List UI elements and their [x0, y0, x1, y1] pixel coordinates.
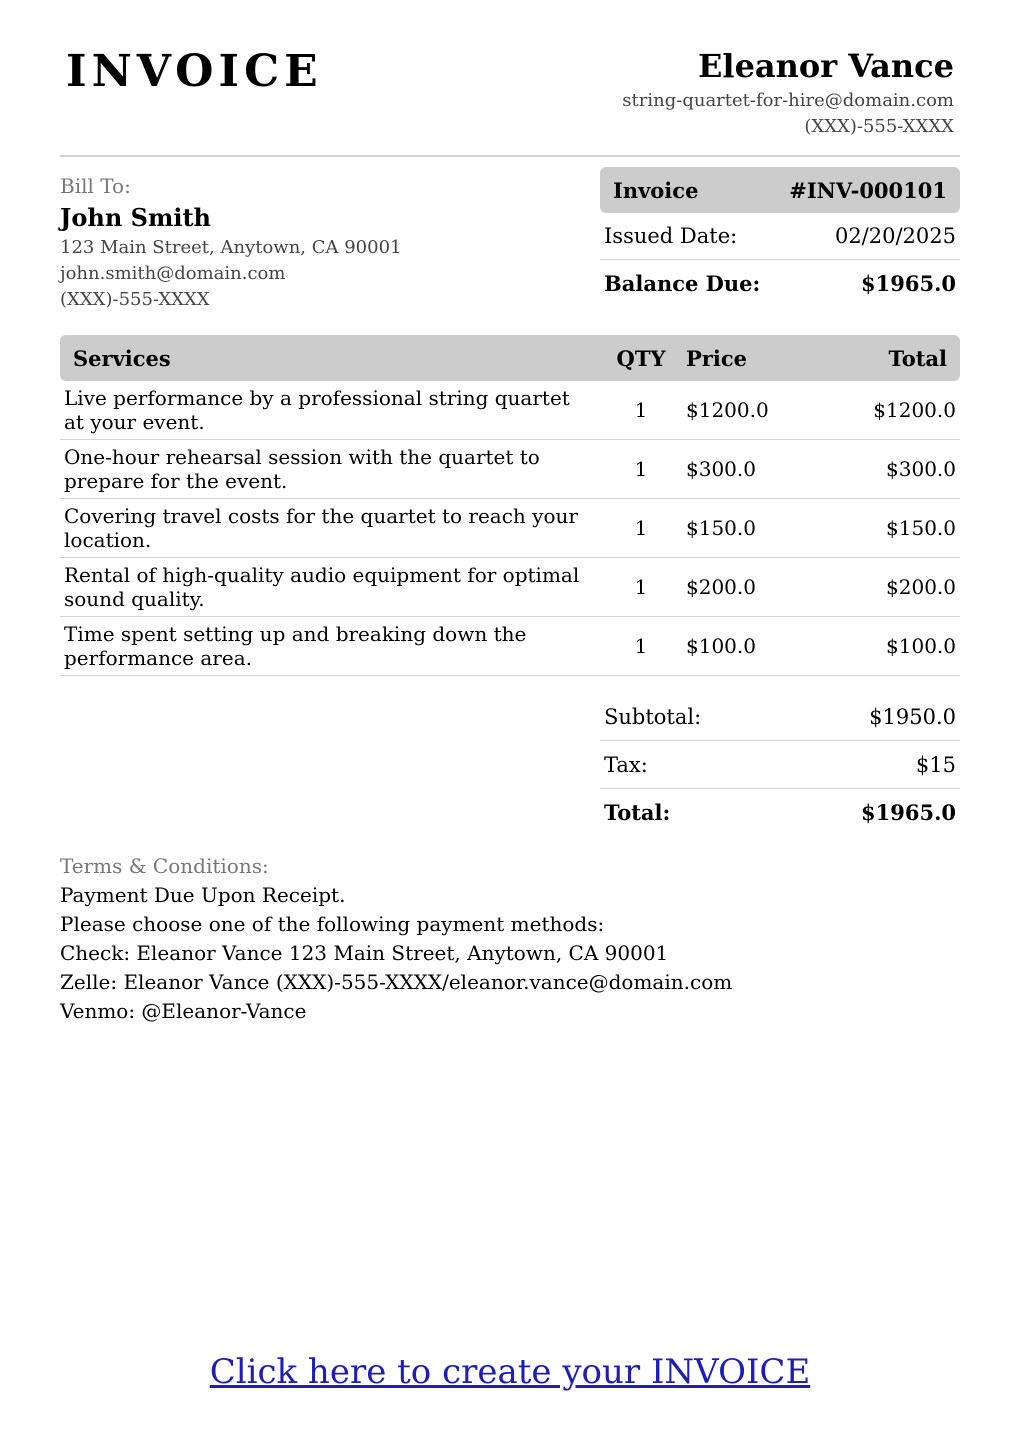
- table-row: [60, 499, 960, 558]
- table-row: [60, 440, 960, 499]
- terms-line: Please choose one of the following payment methods:: [60, 912, 605, 936]
- service-description: Rental of high-quality audio equipment for optimal sound quality.: [60, 558, 604, 617]
- sender-phone: (XXX)-555-XXXX: [804, 116, 954, 137]
- sender-email: string-quartet-for-hire@domain.com: [622, 90, 954, 111]
- service-qty: 1: [604, 381, 678, 440]
- terms-line: Venmo: @Eleanor-Vance: [60, 999, 307, 1023]
- service-price: $200.0: [678, 558, 798, 617]
- terms-block: [60, 851, 732, 1026]
- service-qty: 1: [604, 499, 678, 558]
- service-total: $1200.0: [798, 381, 960, 440]
- issued-date-label: Issued Date:: [604, 224, 738, 248]
- balance-due-label: Balance Due:: [604, 270, 761, 296]
- create-invoice-link[interactable]: Click here to create your INVOICE: [209, 1352, 811, 1392]
- invoice-number-header: [600, 167, 960, 213]
- bill-to-label: Bill To:: [60, 174, 131, 198]
- invoice-number: #INV-000101: [789, 177, 947, 203]
- column-header-price: Price: [678, 335, 798, 381]
- invoice-header: [60, 0, 960, 157]
- column-header-services: Services: [60, 335, 604, 381]
- invoice-meta-block: [600, 167, 960, 306]
- issued-date-value: 02/20/2025: [834, 224, 956, 248]
- table-row: [60, 558, 960, 617]
- service-description: Live performance by a professional string quartet at your event.: [60, 381, 604, 440]
- service-price: $100.0: [678, 617, 798, 676]
- service-qty: 1: [604, 558, 678, 617]
- grand-total-value: $1965.0: [861, 800, 956, 825]
- tax-row: [600, 741, 960, 789]
- invoice-info-section: [60, 157, 960, 335]
- client-address: 123 Main Street, Anytown, CA 90001: [60, 237, 402, 258]
- service-price: $150.0: [678, 499, 798, 558]
- invoice-page: [60, 0, 960, 1023]
- terms-line: Check: Eleanor Vance 123 Main Street, Anytown, CA 90001: [60, 941, 669, 965]
- client-name: John Smith: [60, 203, 211, 232]
- terms-label: Terms & Conditions:: [60, 854, 269, 878]
- create-invoice-cta: [0, 1352, 1020, 1392]
- grand-total-row: [600, 789, 960, 836]
- tax-label: Tax:: [604, 752, 648, 777]
- table-row: [60, 381, 960, 440]
- document-title: INVOICE: [66, 46, 323, 97]
- balance-due-row: [600, 260, 960, 306]
- service-price: $1200.0: [678, 381, 798, 440]
- balance-due-value: $1965.0: [861, 270, 956, 296]
- services-table-header: [60, 335, 960, 381]
- service-total: $150.0: [798, 499, 960, 558]
- service-description: Covering travel costs for the quartet to reach your location.: [60, 499, 604, 558]
- terms-line: Zelle: Eleanor Vance (XXX)-555-XXXX/eleanor.vance@domain.com: [60, 970, 733, 994]
- column-header-total: Total: [798, 335, 960, 381]
- service-total: $200.0: [798, 558, 960, 617]
- totals-block: [600, 693, 960, 836]
- column-header-qty: QTY: [604, 335, 678, 381]
- services-table: [60, 335, 960, 676]
- bill-to-block: [60, 171, 402, 313]
- service-qty: 1: [604, 617, 678, 676]
- issued-date-row: [600, 213, 960, 260]
- subtotal-label: Subtotal:: [604, 704, 702, 729]
- client-phone: (XXX)-555-XXXX: [60, 289, 210, 310]
- service-total: $300.0: [798, 440, 960, 499]
- service-qty: 1: [604, 440, 678, 499]
- service-description: Time spent setting up and breaking down the performance area.: [60, 617, 604, 676]
- subtotal-row: [600, 693, 960, 741]
- tax-value: $15: [915, 752, 956, 777]
- invoice-label: Invoice: [613, 177, 699, 203]
- terms-line: Payment Due Upon Receipt.: [60, 883, 346, 907]
- subtotal-value: $1950.0: [869, 704, 956, 729]
- grand-total-label: Total:: [604, 800, 671, 825]
- service-total: $100.0: [798, 617, 960, 676]
- sender-name: Eleanor Vance: [698, 47, 954, 85]
- client-email: john.smith@domain.com: [60, 263, 286, 284]
- service-description: One-hour rehearsal session with the quartet to prepare for the event.: [60, 440, 604, 499]
- table-row: [60, 617, 960, 676]
- sender-block: [622, 44, 954, 140]
- service-price: $300.0: [678, 440, 798, 499]
